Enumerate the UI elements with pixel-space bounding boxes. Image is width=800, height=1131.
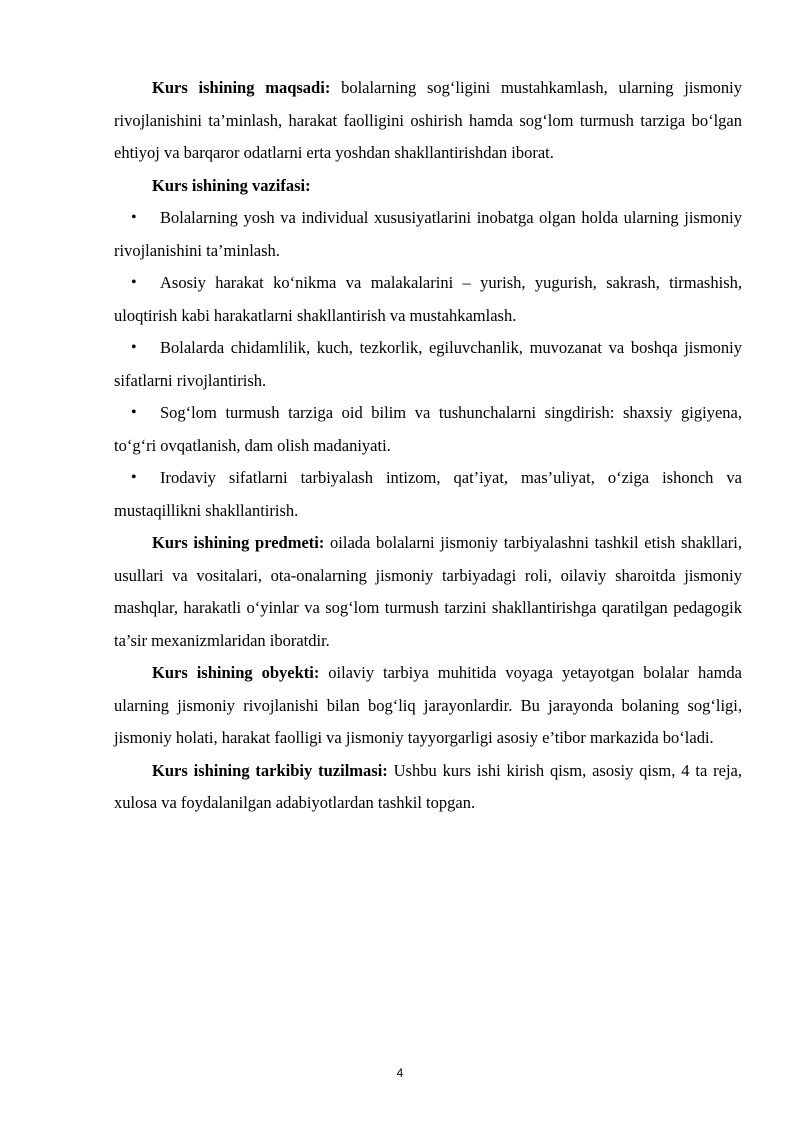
task-item-text: Bolalarning yosh va individual xususiyatlarini inobatga olgan holda ularning jismoniy rivojlanishini ta’minlash. bbox=[114, 208, 742, 260]
bullet-icon: • bbox=[131, 274, 137, 291]
task-item-text: Irodaviy sifatlarni tarbiyalash intizom, qat’iyat, mas’uliyat, o‘ziga ishonch va mustaqillikni shakllantirish. bbox=[114, 468, 742, 520]
subject-text: oilada bolalarni jismoniy tarbiyalashni tashkil etish shakllari, usullari va vositalari, ota-onalarning jismoniy tarbiyadagi roli, oilaviy sharoitda jismoniy mashqlar, harakatli o‘yinlar va sog‘lom turmush tarzini shakllantirishga qaratilgan pedagogik ta’sir mexanizmlaridan iboratdir. bbox=[114, 533, 742, 650]
object-paragraph bbox=[114, 657, 742, 755]
goal-paragraph bbox=[114, 72, 742, 170]
goal-text: bolalarning sog‘ligini mustahkamlash, ularning jismoniy rivojlanishini ta’minlash, harakat faolligini oshirish hamda sog‘lom turmush tarziga bo‘lgan ehtiyoj va barqaror odatlarni erta yoshdan shakllantirishdan iborat. bbox=[114, 78, 742, 162]
bullet-icon: • bbox=[131, 209, 137, 226]
tasks-heading: Kurs ishining vazifasi: bbox=[152, 175, 311, 195]
goal-label: Kurs ishining maqsadi: bbox=[152, 78, 331, 97]
task-item bbox=[114, 462, 742, 527]
bullet-icon: • bbox=[131, 404, 137, 421]
bullet-icon: • bbox=[131, 469, 137, 486]
subject-label: Kurs ishining predmeti: bbox=[152, 533, 325, 552]
task-item bbox=[114, 202, 742, 267]
task-item bbox=[114, 267, 742, 332]
bullet-icon: • bbox=[131, 339, 137, 356]
document-page bbox=[114, 72, 742, 820]
task-item bbox=[114, 397, 742, 462]
structure-label: Kurs ishining tarkibiy tuzilmasi: bbox=[152, 760, 388, 780]
page-number: 4 bbox=[396, 1066, 404, 1080]
task-item bbox=[114, 332, 742, 397]
tasks-heading-paragraph bbox=[114, 170, 742, 203]
subject-paragraph bbox=[114, 527, 742, 657]
task-item-text: Asosiy harakat ko‘nikma va malakalarini – yurish, yugurish, sakrash, tirmashish, uloqtirish kabi harakatlarni shakllantirish va mustahkamlash. bbox=[114, 273, 742, 325]
task-item-text: Sog‘lom turmush tarziga oid bilim va tushunchalarni singdirish: shaxsiy gigiyena, to‘g‘ri ovqatlanish, dam olish madaniyati. bbox=[114, 403, 742, 455]
object-text: oilaviy tarbiya muhitida voyaga yetayotgan bolalar hamda ularning jismoniy rivojlanishi bilan bog‘liq jarayonlardir. Bu jarayonda bolaning sog‘ligi, jismoniy holati, harakat faolligi va jismoniy tayyorgarligi asosiy e’tibor markazida bo‘ladi. bbox=[114, 663, 742, 747]
structure-paragraph bbox=[114, 755, 742, 820]
task-item-text: Bolalarda chidamlilik, kuch, tezkorlik, egiluvchanlik, muvozanat va boshqa jismoniy sifatlarni rivojlantirish. bbox=[114, 338, 742, 390]
object-label: Kurs ishining obyekti: bbox=[152, 663, 320, 682]
structure-text: Ushbu kurs ishi kirish qism, asosiy qism, 4 ta reja, xulosa va foydalanilgan adabiyotlardan tashkil topgan. bbox=[114, 760, 742, 812]
